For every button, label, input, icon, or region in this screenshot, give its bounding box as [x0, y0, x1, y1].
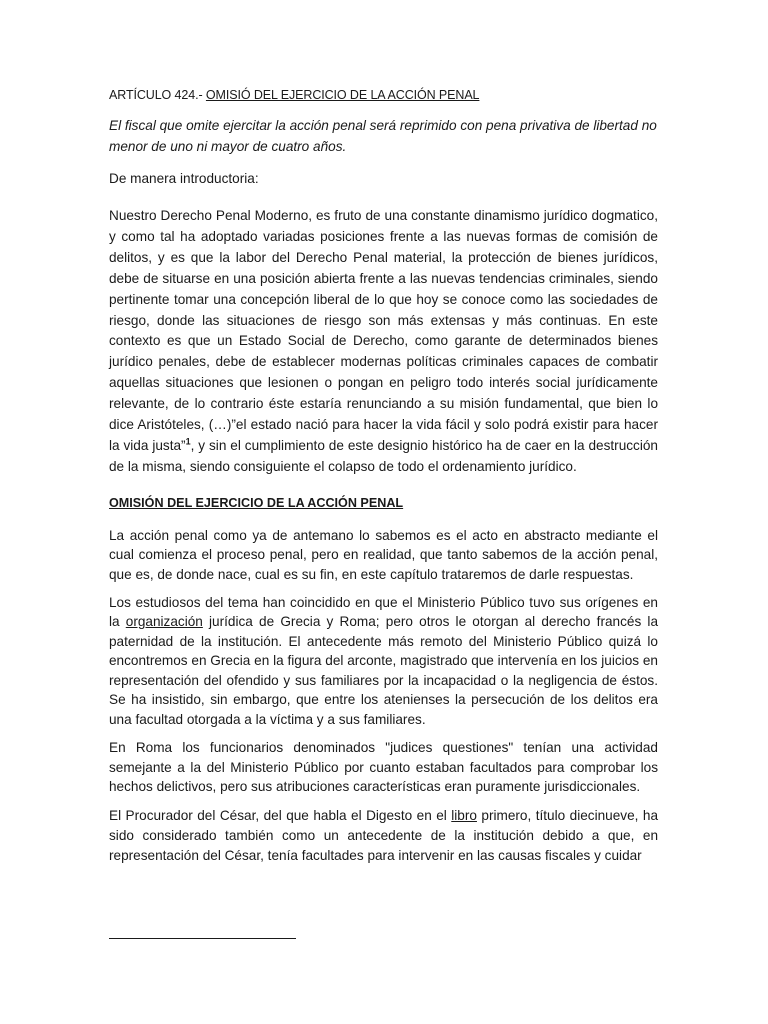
- footnote-separator: [109, 938, 296, 939]
- section-title: OMISIÓN DEL EJERCICIO DE LA ACCIÓN PENAL: [109, 495, 404, 510]
- article-number: ARTÍCULO 424.-: [109, 88, 206, 102]
- paragraph-1-text-end: , y sin el cumplimiento de este designio histórico ha de caer en la destrucción de la misma, siendo consiguiente el colapso de todo el ordenamiento jurídico.: [109, 437, 658, 474]
- paragraph-1-text: Nuestro Derecho Penal Moderno, es fruto de una constante dinamismo jurídico dogmatico, y como tal ha adoptado variadas posiciones frente a las nuevas formas de comisión de delitos, y es que la labor del Derecho Penal material, la protección de bienes jurídicos, debe de situarse en una posición abierta frente a las nuevas tendencias criminales, siendo pertinente tomar una concepción liberal de lo que hoy se conoce como las sociedades de riesgo, donde las situaciones de riesgo son más extensas y más continuas. En este contexto es que un Estado Social de Derecho, como garante de determinados bienes jurídico penales, debe de establecer modernas políticas criminales capaces de combatir aquellas situaciones que lesionen o pongan en peligro todo interés social jurídicamente relevante, de lo contrario éste estaría renunciando a su misión fundamental, que bien lo dice Aristóteles, (…)”el estado nació para hacer la vida fácil y solo podrá existir para hacer la vida justa”: [109, 208, 658, 453]
- paragraph-4: En Roma los funcionarios denominados "judices questiones" tenían una actividad semejante a la del Ministerio Público por cuanto estaban facultados para comprobar los hechos delictivos, pero sus atribuciones características eran puramente jurisdiccionales.: [109, 740, 658, 795]
- paragraph-5-text: El Procurador del César, del que habla el Digesto en el: [109, 807, 452, 823]
- article-title: OMISIÓ DEL EJERCICIO DE LA ACCIÓN PENAL: [205, 88, 480, 102]
- paragraph-3-text: Los estudiosos del tema han coincidido en que el Ministerio Público tuvo sus orígenes en la: [109, 594, 658, 630]
- article-heading: [109, 86, 658, 104]
- paragraph-3: [109, 593, 658, 730]
- paragraph-2: La acción penal como ya de antemano lo sabemos es el acto en abstracto mediante el cual comienza el proceso penal, pero en realidad, que tanto sabemos de la acción penal, que es, de donde nace, cual es su fin, en este capítulo trataremos de darle respuestas.: [109, 527, 658, 583]
- footnote-reference[interactable]: 1: [185, 436, 191, 447]
- article-quote: El fiscal que omite ejercitar la acción penal será reprimido con pena privativa de libertad no menor de uno ni mayor de cuatro años.: [109, 118, 657, 154]
- libro-link[interactable]: libro: [451, 807, 477, 823]
- paragraph-5-text-end: primero, título diecinueve, ha sido considerado también como un antecedente de la institución debido a que, en representación del César, tenía facultades para intervenir en las causas fiscales y cuidar: [109, 807, 659, 864]
- paragraph-3-text-end: jurídica de Grecia y Roma; pero otros le otorgan al derecho francés la paternidad de la institución. El antecedente más remoto del Ministerio Público quizá lo encontremos en Grecia en la figura del arconte, magistrado que intervenía en los juicios en representación del ofendido y sus familiares por la incapacidad o la negligencia de éstos. Se ha insistido, sin embargo, que entre los atenienses la persecución de los delitos era una facultad otorgada a la víctima y a sus familiares.: [109, 614, 659, 727]
- document-page: [109, 86, 658, 867]
- organizacion-link[interactable]: organización: [125, 614, 203, 630]
- paragraph-1: [109, 206, 658, 478]
- intro-label: De manera introductoria:: [109, 171, 259, 186]
- paragraph-5: [109, 806, 658, 867]
